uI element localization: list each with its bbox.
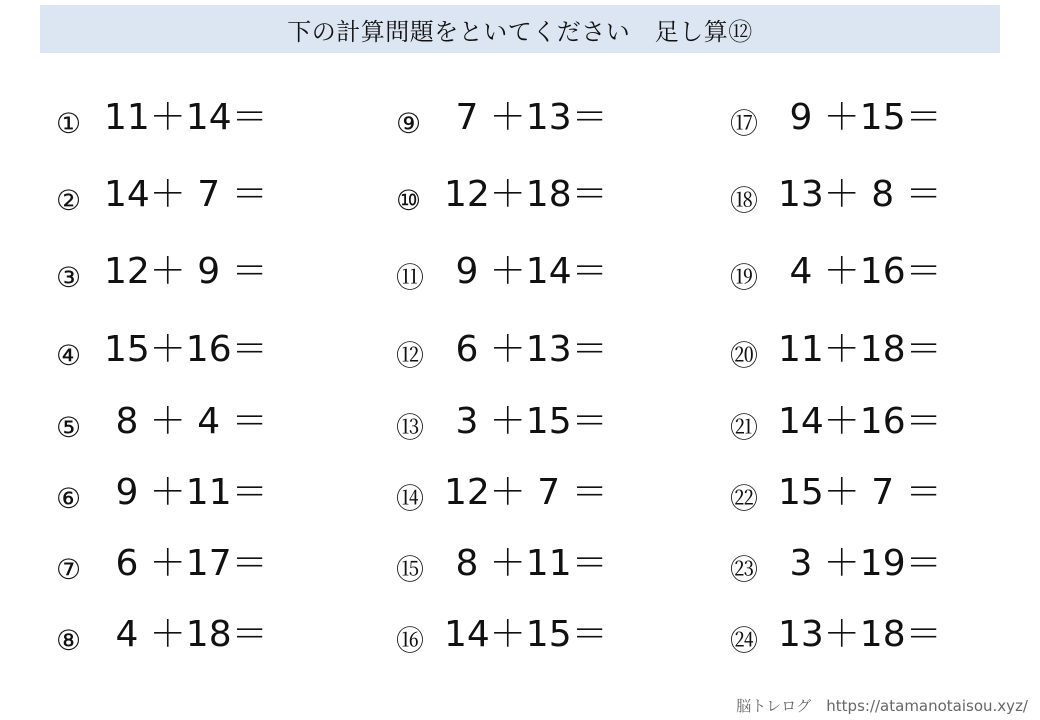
- problem-item: [730, 250, 1040, 306]
- problem-item: [730, 613, 1040, 669]
- problem-expression: 11＋14＝: [104, 97, 268, 138]
- problem-number: ⑳: [730, 339, 759, 372]
- problem-expression: 6 ＋13＝: [444, 329, 608, 370]
- problem-item: [56, 173, 376, 229]
- problem-item: [396, 173, 716, 229]
- problem-number: ②: [56, 184, 82, 217]
- problem-number: ㉔: [730, 624, 759, 657]
- problem-item: [396, 328, 716, 384]
- problem-number: ⑬: [396, 411, 425, 444]
- site-credit: 脳トレログ https://atamanotaisou.xyz/: [736, 697, 1028, 715]
- problem-item: [396, 400, 716, 456]
- problem-item: [396, 542, 716, 598]
- problem-expression: 14＋15＝: [444, 614, 608, 655]
- problem-item: [56, 542, 376, 598]
- problem-number: ①: [56, 107, 82, 140]
- problem-number: ㉑: [730, 411, 759, 444]
- problem-column-3: [730, 0, 1040, 720]
- problem-number: ⑱: [730, 184, 759, 217]
- problem-number: ⑯: [396, 624, 425, 657]
- problem-item: [396, 471, 716, 527]
- problem-item: [730, 173, 1040, 229]
- problem-item: [730, 471, 1040, 527]
- problem-number: ⑦: [56, 553, 82, 586]
- problem-expression: 15＋16＝: [104, 329, 268, 370]
- problem-expression: 12＋ 7 ＝: [444, 472, 608, 513]
- problem-item: [396, 613, 716, 669]
- problem-number: ⑨: [396, 107, 422, 140]
- problem-expression: 4 ＋18＝: [104, 614, 268, 655]
- problem-expression: 12＋18＝: [444, 174, 608, 215]
- problem-number: ⑩: [396, 184, 422, 217]
- problem-expression: 8 ＋11＝: [444, 543, 608, 584]
- problem-expression: 14＋ 7 ＝: [104, 174, 268, 215]
- problem-number: ⑪: [396, 261, 425, 294]
- problem-number: ④: [56, 339, 82, 372]
- problem-item: [56, 613, 376, 669]
- problem-item: [396, 96, 716, 152]
- problem-expression: 9 ＋11＝: [104, 472, 268, 513]
- problem-expression: 4 ＋16＝: [778, 251, 942, 292]
- problem-column-2: [396, 0, 716, 720]
- problem-item: [56, 400, 376, 456]
- problem-item: [730, 96, 1040, 152]
- problem-number: ⑥: [56, 482, 82, 515]
- problem-number: ⑫: [396, 339, 425, 372]
- page-title: 下の計算問題をといてください 足し算⑫: [287, 17, 753, 46]
- problem-expression: 14＋16＝: [778, 401, 942, 442]
- problem-expression: 13＋ 8 ＝: [778, 174, 942, 215]
- problem-expression: 13＋18＝: [778, 614, 942, 655]
- problem-number: ⑮: [396, 553, 425, 586]
- problem-number: ③: [56, 261, 82, 294]
- problem-item: [56, 328, 376, 384]
- problem-number: ⑭: [396, 482, 425, 515]
- problem-expression: 8 ＋ 4 ＝: [104, 401, 268, 442]
- problem-expression: 6 ＋17＝: [104, 543, 268, 584]
- problem-number: ㉒: [730, 482, 759, 515]
- problem-expression: 9 ＋14＝: [444, 251, 608, 292]
- problem-item: [396, 250, 716, 306]
- problem-number: ㉓: [730, 553, 759, 586]
- problem-item: [730, 542, 1040, 598]
- problem-number: ⑰: [730, 107, 759, 140]
- problem-expression: 12＋ 9 ＝: [104, 251, 268, 292]
- problem-item: [56, 96, 376, 152]
- problem-number: ⑲: [730, 261, 759, 294]
- problem-expression: 15＋ 7 ＝: [778, 472, 942, 513]
- problem-column-1: [56, 0, 376, 720]
- problem-item: [56, 250, 376, 306]
- problem-item: [730, 400, 1040, 456]
- problem-expression: 3 ＋15＝: [444, 401, 608, 442]
- problem-number: ⑧: [56, 624, 82, 657]
- problem-item: [56, 471, 376, 527]
- problem-expression: 11＋18＝: [778, 329, 942, 370]
- problem-number: ⑤: [56, 411, 82, 444]
- problem-expression: 9 ＋15＝: [778, 97, 942, 138]
- problem-item: [730, 328, 1040, 384]
- problem-expression: 7 ＋13＝: [444, 97, 608, 138]
- problem-expression: 3 ＋19＝: [778, 543, 942, 584]
